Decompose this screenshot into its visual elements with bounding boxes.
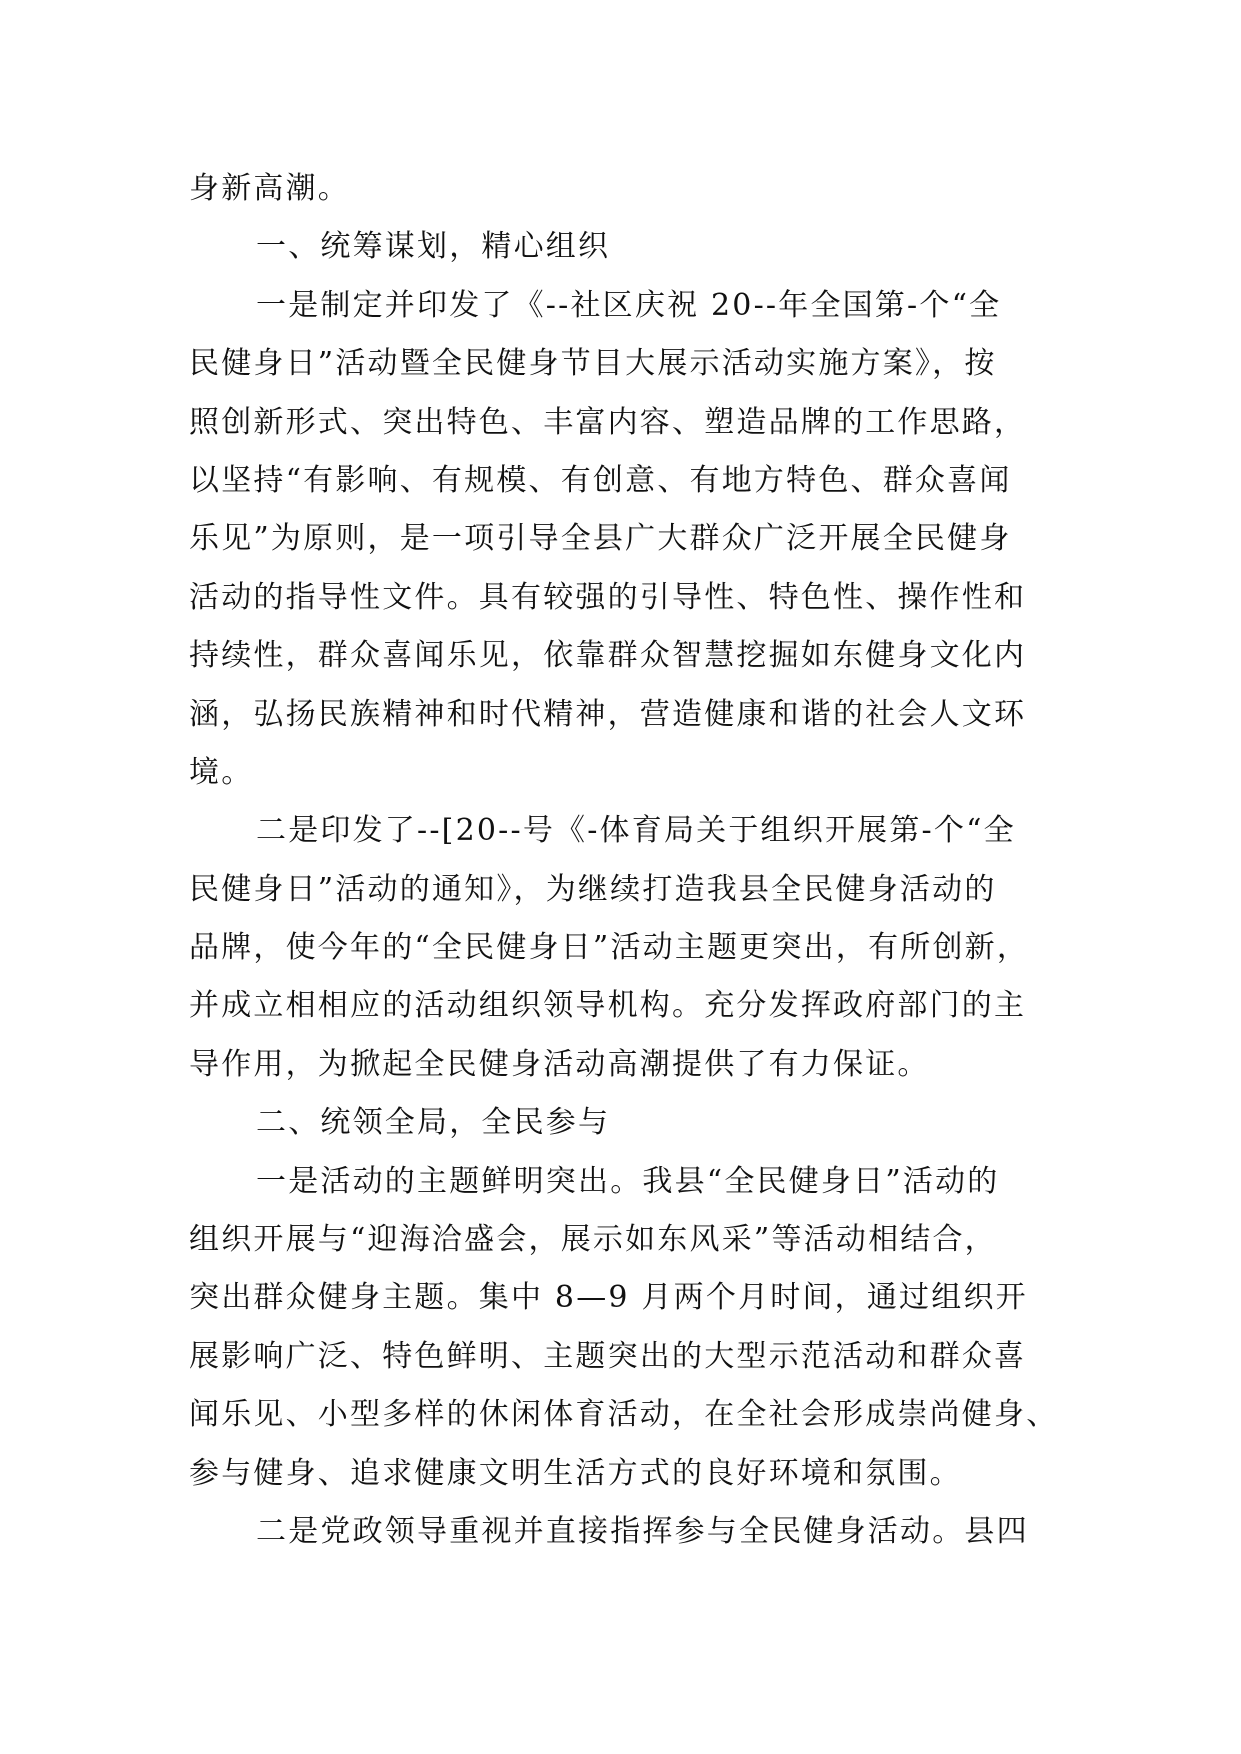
paragraph-line: 二是党政领导重视并直接指挥参与全民健身活动。县四 [256, 1513, 1029, 1549]
section-heading: 二、统领全局，全民参与 [256, 1105, 611, 1141]
paragraph-line: 境。 [189, 754, 254, 790]
paragraph-line: 涵，弘扬民族精神和时代精神，营造健康和谐的社会人文环 [189, 696, 1027, 732]
paragraph-line: 品牌，使今年的“全民健身日”活动主题更突出，有所创新， [189, 930, 1030, 966]
paragraph-line: 一是活动的主题鲜明突出。我县“全民健身日”活动的 [256, 1163, 1000, 1199]
paragraph-line: 照创新形式、突出特色、丰富内容、塑造品牌的工作思路， [189, 404, 1027, 440]
paragraph-line: 民健身日”活动暨全民健身节目大展示活动实施方案》，按 [189, 346, 997, 382]
paragraph-line: 乐见”为原则，是一项引导全县广大群众广泛开展全民健身 [189, 521, 1012, 557]
paragraph-line: 民健身日”活动的通知》，为继续打造我县全民健身活动的 [189, 871, 997, 907]
paragraph-line: 组织开展与“迎海洽盛会，展示如东风采”等活动相结合， [189, 1222, 997, 1258]
paragraph-line: 闻乐见、小型多样的休闲体育活动，在全社会形成崇尚健身、 [189, 1397, 1059, 1433]
paragraph-line: 活动的指导性文件。具有较强的引导性、特色性、操作性和 [189, 579, 1027, 615]
paragraph-line: 一是制定并印发了《--社区庆祝 20--年全国第-个“全 [256, 287, 1002, 323]
paragraph-line: 参与健身、追求健康文明生活方式的良好环境和氛围。 [189, 1455, 962, 1491]
paragraph-line: 导作用，为掀起全民健身活动高潮提供了有力保证。 [189, 1046, 930, 1082]
section-heading: 一、统筹谋划，精心组织 [256, 229, 611, 265]
paragraph-line: 展影响广泛、特色鲜明、主题突出的大型示范活动和群众喜 [189, 1338, 1027, 1374]
paragraph-line: 二是印发了--[20--号《-体育局关于组织开展第-个“全 [256, 813, 1016, 849]
paragraph-line: 并成立相相应的活动组织领导机构。充分发挥政府部门的主 [189, 988, 1027, 1024]
paragraph-line: 突出群众健身主题。集中 8—9 月两个月时间，通过组织开 [189, 1280, 1028, 1316]
paragraph-line: 持续性，群众喜闻乐见，依靠群众智慧挖掘如东健身文化内 [189, 638, 1027, 674]
paragraph-line: 以坚持“有影响、有规模、有创意、有地方特色、群众喜闻 [189, 462, 1012, 498]
document-body [189, 160, 1059, 1561]
text-line: 身新高潮。 [189, 171, 350, 206]
